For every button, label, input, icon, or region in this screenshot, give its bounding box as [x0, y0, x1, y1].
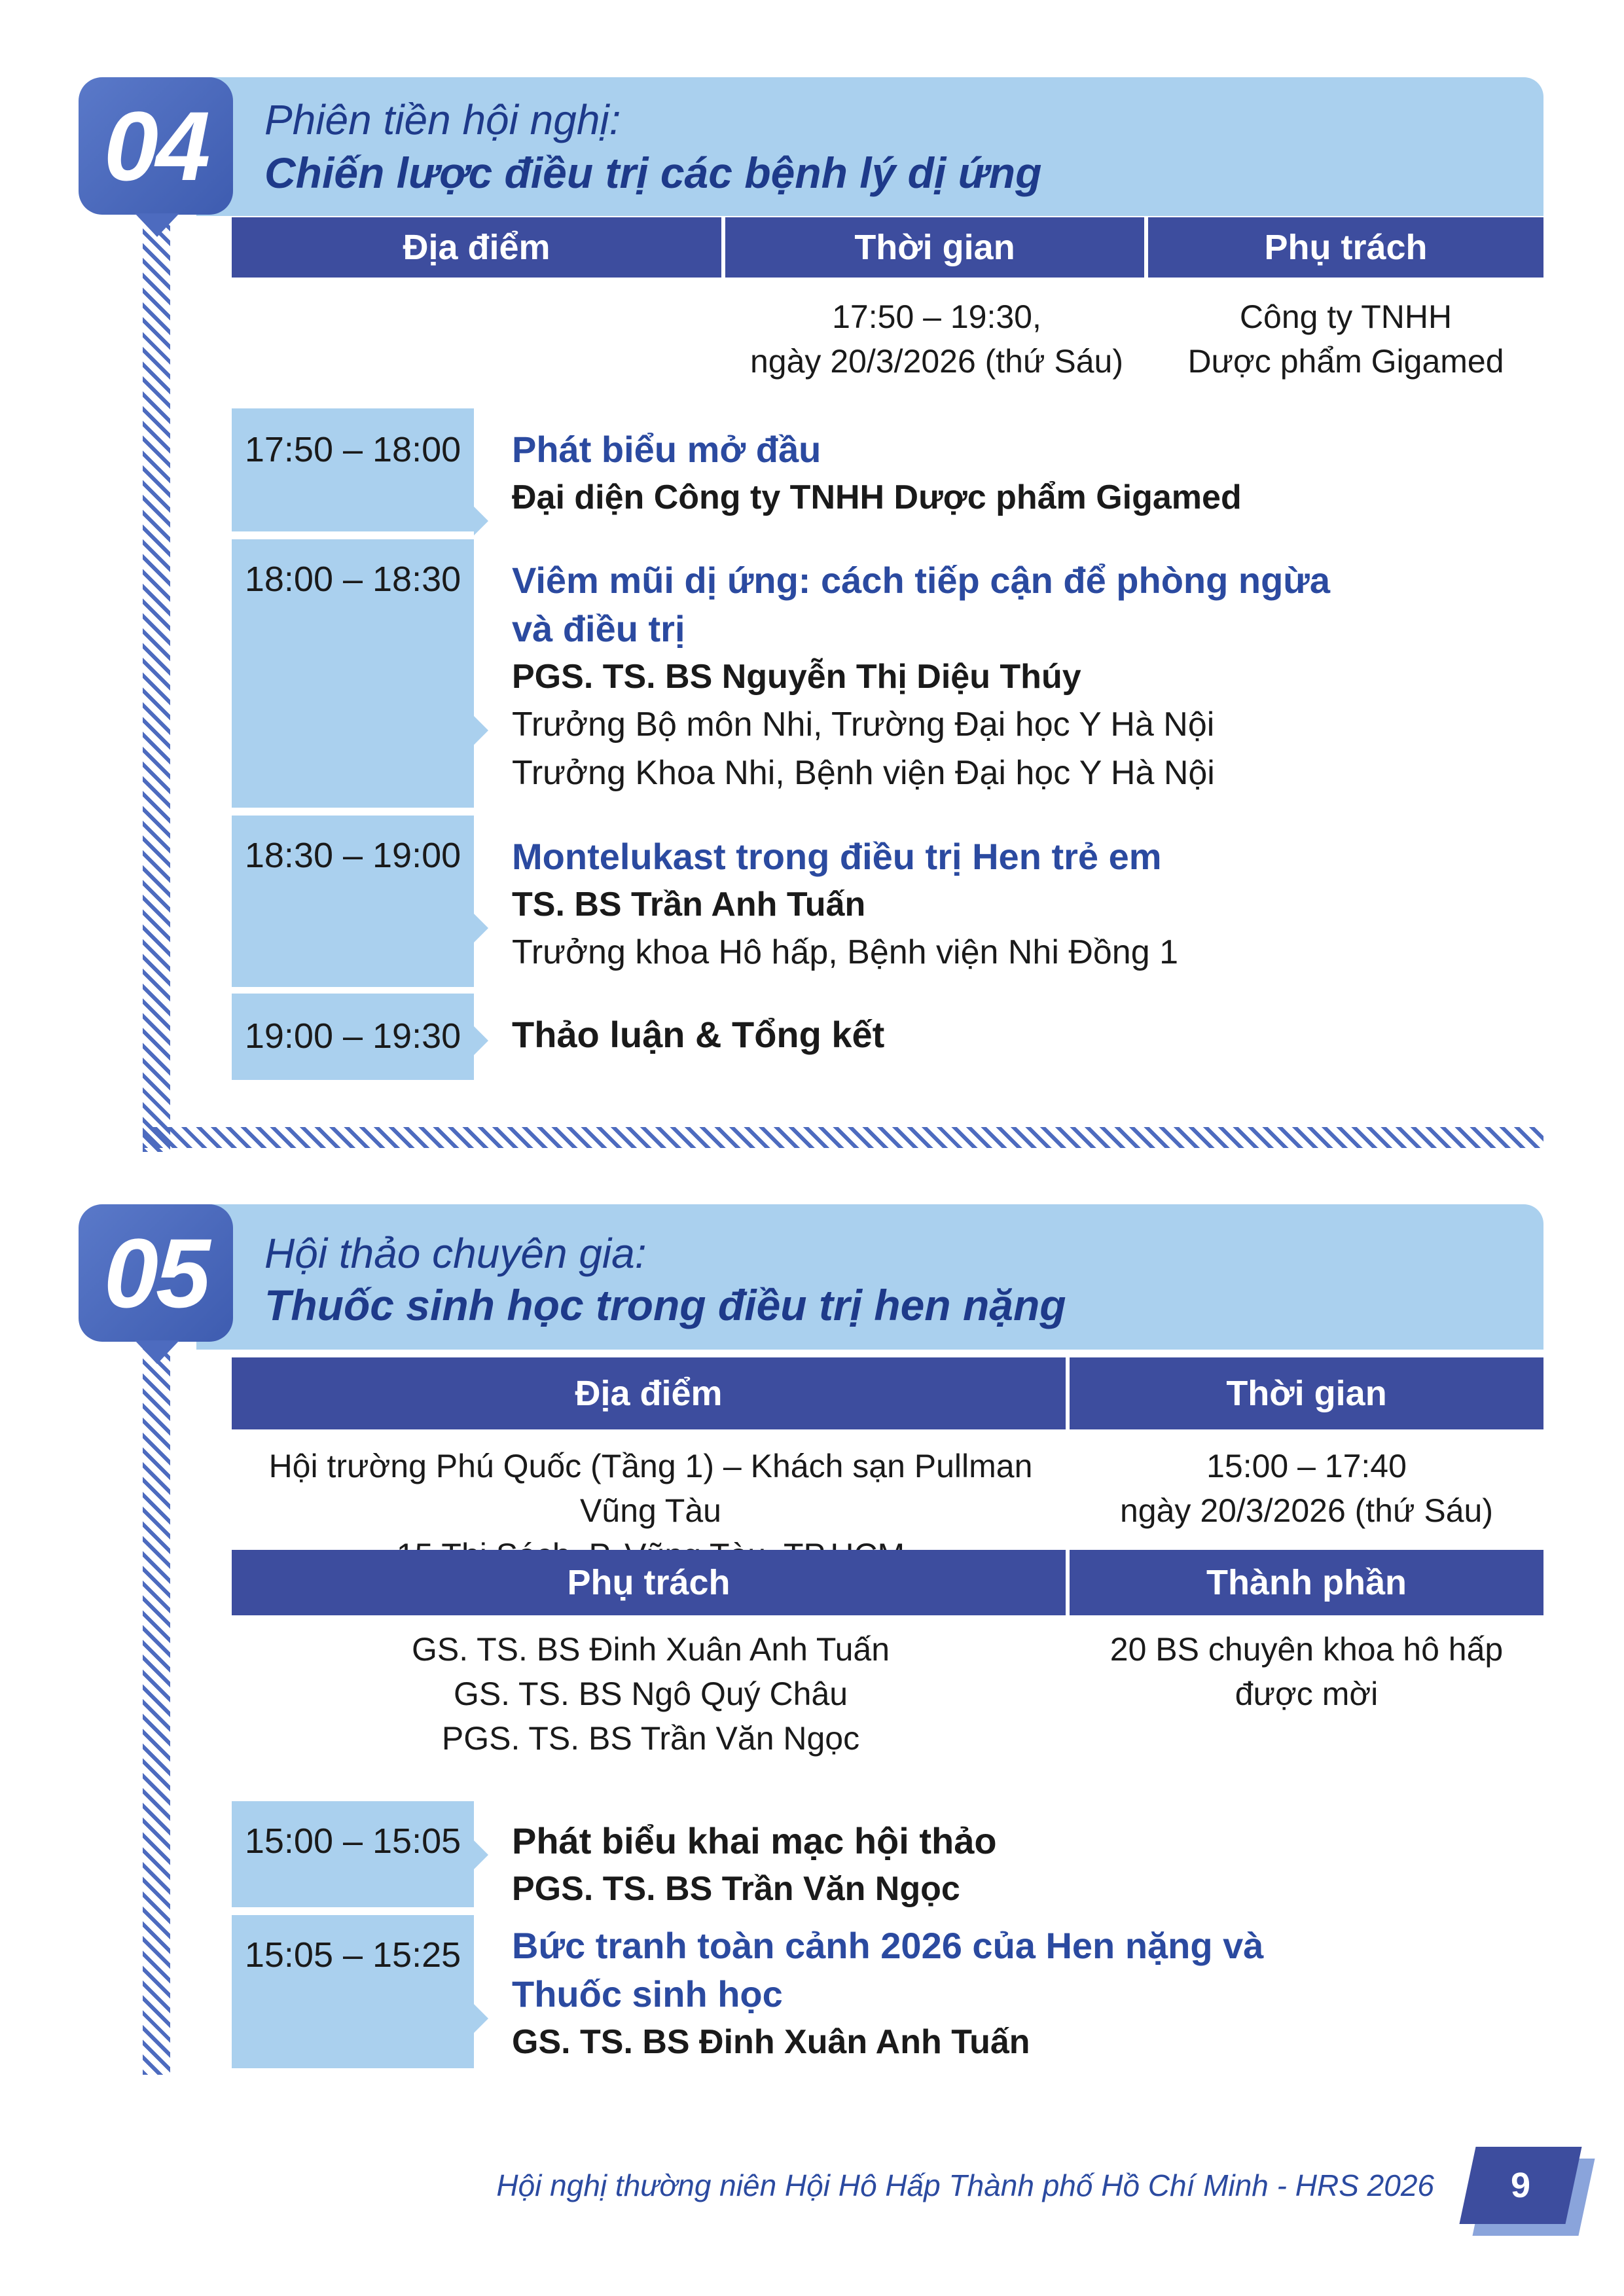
agenda-time: 18:00 – 18:30 — [244, 560, 461, 599]
agenda-title: Thảo luận & Tổng kết — [512, 1014, 885, 1055]
section-04-title-line2: Chiến lược điều trị các bệnh lý dị ứng — [264, 149, 1042, 197]
arrow-right-icon — [474, 507, 488, 535]
agenda-time-cell — [232, 1915, 474, 2068]
agenda-body — [512, 556, 1543, 797]
agenda-speaker: TS. BS Trần Anh Tuấn — [512, 886, 866, 924]
section-04-title-line1: Phiên tiền hội nghị: — [264, 96, 621, 143]
header-time: Thời gian — [725, 217, 1144, 278]
agenda-body — [512, 1922, 1543, 2066]
badge-pointer-icon — [135, 213, 179, 237]
page-number: 9 — [1510, 2166, 1531, 2205]
agenda-speaker: PGS. TS. BS Trần Văn Ngọc — [512, 1870, 960, 1908]
agenda-speaker: GS. TS. BS Đinh Xuân Anh Tuấn — [512, 2023, 1030, 2061]
section-05-title-line1: Hội thảo chuyên gia: — [264, 1230, 647, 1277]
section-04-number-badge — [79, 77, 233, 215]
section-04-info-row — [232, 295, 1543, 384]
agenda-body — [512, 425, 1543, 521]
page-number-box — [1459, 2147, 1581, 2224]
agenda-item — [232, 1801, 1543, 1907]
arrow-right-icon — [474, 1026, 488, 1055]
info-participants-line1: 20 BS chuyên khoa hô hấp — [1110, 1631, 1504, 1668]
section-05-table-header-2 — [232, 1550, 1543, 1615]
section-05-frame-left — [143, 1348, 170, 2075]
header-in-charge: Phụ trách — [232, 1550, 1066, 1615]
agenda-time: 15:00 – 15:05 — [244, 1821, 461, 1861]
section-05-info-row-2 — [232, 1627, 1543, 1761]
arrow-right-icon — [474, 2004, 488, 2033]
agenda-speaker: PGS. TS. BS Nguyễn Thị Diệu Thúy — [512, 658, 1081, 696]
agenda-role: Trưởng khoa Hô hấp, Bệnh viện Nhi Đồng 1 — [512, 933, 1179, 971]
agenda-title: Montelukast trong điều trị Hen trẻ em — [512, 836, 1162, 877]
section-04-frame-bottom — [143, 1127, 1543, 1148]
section-04-number: 04 — [103, 90, 208, 201]
info-in-charge-line2: Dược phẩm Gigamed — [1187, 343, 1504, 380]
agenda-title-line1: Viêm mũi dị ứng: cách tiếp cận để phòng ngừa — [512, 560, 1330, 601]
section-05-table-header-1 — [232, 1357, 1543, 1429]
agenda-title-line2: Thuốc sinh học — [512, 1973, 783, 2015]
agenda-body — [512, 1011, 1543, 1059]
header-participants: Thành phần — [1070, 1550, 1543, 1615]
info-participants — [1070, 1627, 1543, 1761]
badge-pointer-icon — [135, 1340, 179, 1364]
agenda-title: Phát biểu mở đầu — [512, 429, 821, 470]
agenda-item — [232, 1915, 1543, 2068]
agenda-time: 15:05 – 15:25 — [244, 1935, 461, 1975]
info-in-charge-person: PGS. TS. BS Trần Văn Ngọc — [441, 1720, 860, 1757]
agenda-time: 18:30 – 19:00 — [244, 836, 461, 875]
header-time: Thời gian — [1070, 1357, 1543, 1429]
section-05-number: 05 — [103, 1217, 208, 1328]
agenda-item — [232, 539, 1543, 808]
header-location: Địa điểm — [232, 1357, 1066, 1429]
section-05-title-line2: Thuốc sinh học trong điều trị hen nặng — [264, 1281, 1066, 1329]
agenda-time: 19:00 – 19:30 — [244, 1016, 461, 1056]
info-in-charge — [232, 1627, 1070, 1761]
agenda-time-cell — [232, 1801, 474, 1907]
agenda-time: 17:50 – 18:00 — [244, 430, 461, 469]
arrow-right-icon — [474, 1840, 488, 1869]
agenda-role: Trưởng Khoa Nhi, Bệnh viện Đại học Y Hà Nội — [512, 754, 1215, 792]
info-in-charge-line1: Công ty TNHH — [1239, 298, 1453, 335]
info-time-line1: 15:00 – 17:40 — [1206, 1448, 1407, 1484]
info-time — [725, 295, 1148, 384]
arrow-right-icon — [474, 914, 488, 942]
arrow-right-icon — [474, 716, 488, 745]
info-location — [232, 295, 725, 384]
header-location: Địa điểm — [232, 217, 721, 278]
info-location-line1: Hội trường Phú Quốc (Tầng 1) – Khách sạn Pullman Vũng Tàu — [268, 1448, 1033, 1529]
agenda-speaker: Đại diện Công ty TNHH Dược phẩm Gigamed — [512, 478, 1242, 516]
header-in-charge: Phụ trách — [1148, 217, 1543, 278]
info-time-line2: ngày 20/3/2026 (thứ Sáu) — [750, 343, 1123, 380]
agenda-time-cell — [232, 994, 474, 1080]
agenda-item — [232, 816, 1543, 987]
agenda-title-line1: Bức tranh toàn cảnh 2026 của Hen nặng và — [512, 1925, 1264, 1966]
agenda-body — [512, 1817, 1543, 1912]
agenda-item — [232, 994, 1543, 1080]
agenda-title: Phát biểu khai mạc hội thảo — [512, 1820, 997, 1861]
agenda-item — [232, 408, 1543, 531]
section-05-number-badge — [79, 1204, 233, 1342]
info-in-charge — [1148, 295, 1543, 384]
info-participants-line2: được mời — [1235, 1676, 1379, 1712]
info-time-line1: 17:50 – 19:30, — [832, 298, 1041, 335]
section-04-table-header — [232, 217, 1543, 278]
agenda-role: Trưởng Bộ môn Nhi, Trường Đại học Y Hà Nội — [512, 706, 1215, 744]
footer-conference-name: Hội nghị thường niên Hội Hô Hấp Thành phố Hồ Chí Minh - HRS 2026 — [496, 2168, 1434, 2202]
agenda-time-cell — [232, 539, 474, 808]
agenda-time-cell — [232, 816, 474, 987]
info-time-line2: ngày 20/3/2026 (thứ Sáu) — [1120, 1492, 1493, 1529]
info-in-charge-person: GS. TS. BS Ngô Quý Châu — [453, 1676, 848, 1712]
agenda-title-line2: và điều trị — [512, 608, 685, 649]
agenda-time-cell — [232, 408, 474, 531]
section-04-frame-left — [143, 216, 170, 1152]
agenda-body — [512, 833, 1543, 977]
info-in-charge-person: GS. TS. BS Đinh Xuân Anh Tuấn — [411, 1631, 890, 1668]
